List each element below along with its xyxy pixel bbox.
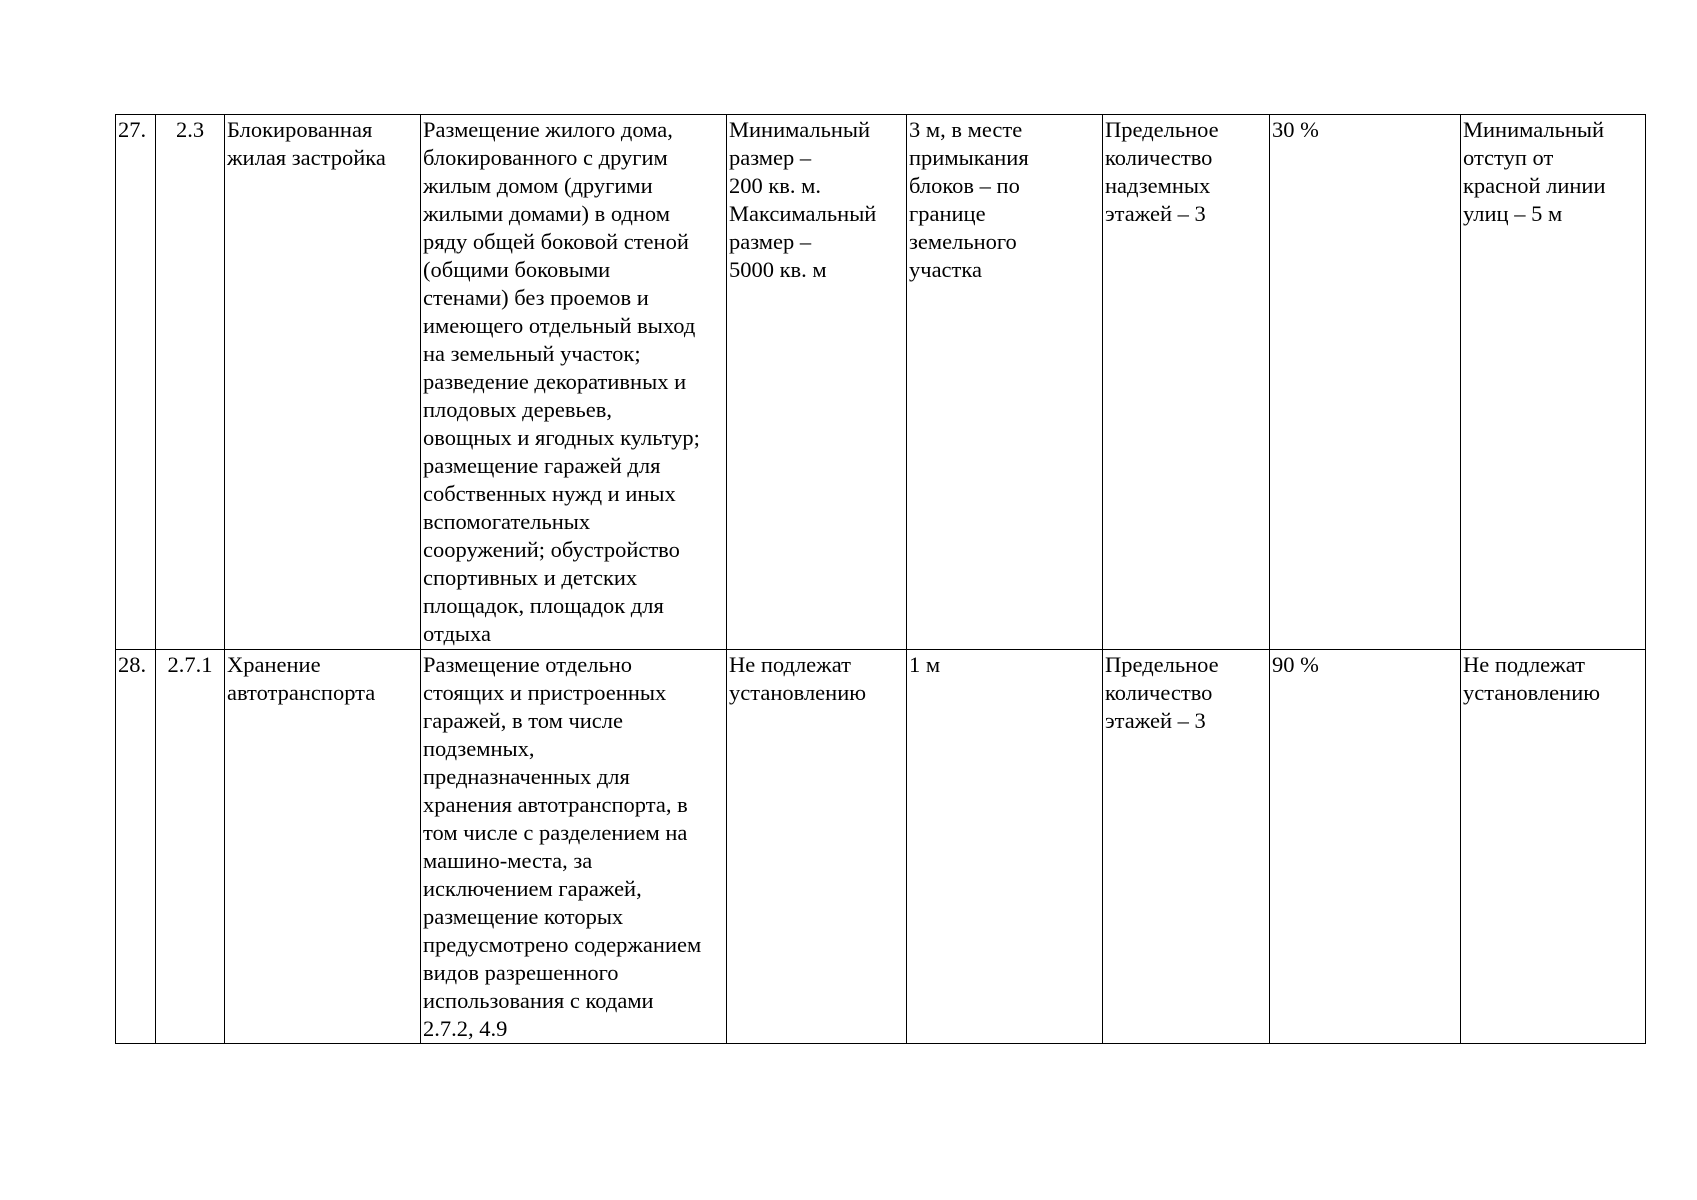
floors-cell: Предельное количество надземных этажей – 3 [1103, 115, 1270, 650]
use-name-cell: Блокированная жилая застройка [225, 115, 421, 650]
use-code-cell: 2.7.1 [156, 650, 225, 1044]
floors-cell: Предельное количество этажей – 3 [1103, 650, 1270, 1044]
use-description-cell: Размещение жилого дома, блокированного с другим жилым домом (другими жилыми домами) в одном ряду общей боковой стеной (общими боковыми стенами) без проемов и имеющего отдельный выход на земельный участок; разведение декоративных и плодовых деревьев, овощных и ягодных культур; размещение гаражей для собственных нужд и иных вспомогательных сооружений; обустройство спортивных и детских площадок, площадок для отдыха [421, 115, 727, 650]
coverage-cell: 30 % [1270, 115, 1461, 650]
other-params-cell: Минимальный отступ от красной линии улиц – 5 м [1461, 115, 1646, 650]
setback-cell: 3 м, в месте примыкания блоков – по границе земельного участка [907, 115, 1103, 650]
table-row [116, 650, 1646, 1044]
use-description-cell: Размещение отдельно стоящих и пристроенных гаражей, в том числе подземных, предназначенных для хранения автотранспорта, в том числе с разделением на машино-места, за исключением гаражей, размещение которых предусмотрено содержанием видов разрешенного использования с кодами 2.7.2, 4.9 [421, 650, 727, 1044]
use-code-cell: 2.3 [156, 115, 225, 650]
document-page [115, 114, 1646, 1044]
plot-size-cell: Минимальный размер – 200 кв. м. Максимальный размер – 5000 кв. м [727, 115, 907, 650]
other-params-cell: Не подлежат установлению [1461, 650, 1646, 1044]
row-number-cell: 27. [116, 115, 156, 650]
use-name-cell: Хранение автотранспорта [225, 650, 421, 1044]
coverage-cell: 90 % [1270, 650, 1461, 1044]
plot-size-cell: Не подлежат установлению [727, 650, 907, 1044]
setback-cell: 1 м [907, 650, 1103, 1044]
row-number-cell: 28. [116, 650, 156, 1044]
zoning-regulations-table [115, 114, 1646, 1044]
table-row [116, 115, 1646, 650]
